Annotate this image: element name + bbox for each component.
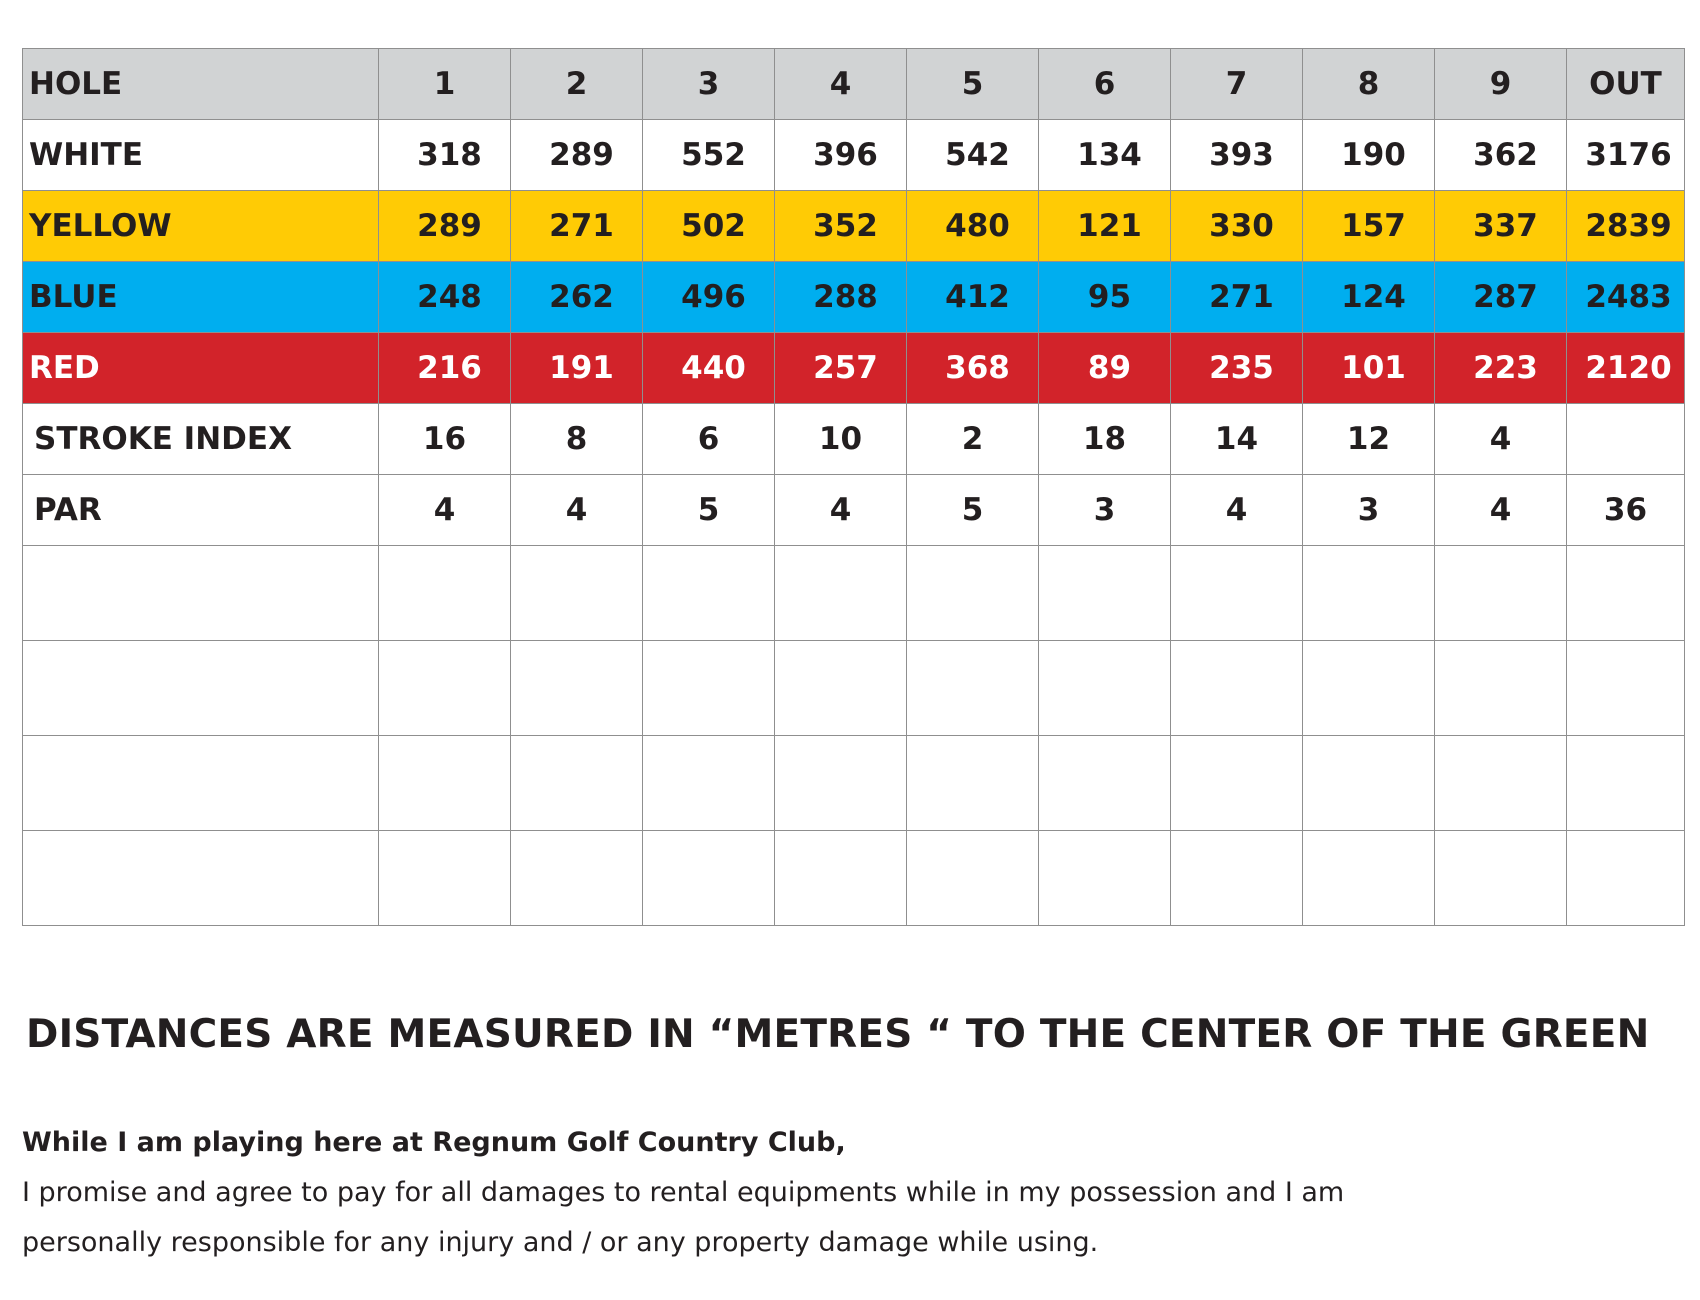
hole-7: 7 xyxy=(1171,49,1303,120)
pledge-lead: While I am playing here at Regnum Golf Country Club, xyxy=(22,1127,846,1158)
distance-cell: 216 xyxy=(379,333,511,404)
score-cell[interactable] xyxy=(775,546,907,641)
score-entry-row xyxy=(23,546,1685,641)
distance-cell: 396 xyxy=(775,120,907,191)
hole-6: 6 xyxy=(1039,49,1171,120)
score-cell[interactable] xyxy=(511,831,643,926)
distance-note: DISTANCES ARE MEASURED IN “METRES “ TO THE CENTER OF THE GREEN xyxy=(26,1012,1650,1057)
score-cell[interactable] xyxy=(1039,831,1171,926)
player-name-cell[interactable] xyxy=(23,546,379,641)
score-cell[interactable] xyxy=(1171,736,1303,831)
distance-cell: 502 xyxy=(643,191,775,262)
distance-cell: 223 xyxy=(1435,333,1567,404)
distance-cell: 352 xyxy=(775,191,907,262)
distance-cell: 542 xyxy=(907,120,1039,191)
stroke-index-label: STROKE INDEX xyxy=(23,404,379,475)
hole-2: 2 xyxy=(511,49,643,120)
distance-cell: 235 xyxy=(1171,333,1303,404)
par-cell: 4 xyxy=(511,475,643,546)
distance-cell: 124 xyxy=(1303,262,1435,333)
distance-cell: 191 xyxy=(511,333,643,404)
par-cell: 5 xyxy=(907,475,1039,546)
score-cell[interactable] xyxy=(643,641,775,736)
score-total-cell[interactable] xyxy=(1567,546,1685,641)
score-cell[interactable] xyxy=(643,736,775,831)
score-cell[interactable] xyxy=(643,831,775,926)
score-cell[interactable] xyxy=(907,546,1039,641)
pledge-line: I promise and agree to pay for all damages to rental equipments while in my possession and I am xyxy=(22,1177,1345,1208)
distance-cell: 89 xyxy=(1039,333,1171,404)
tee-label: WHITE xyxy=(23,120,379,191)
par-cell: 3 xyxy=(1039,475,1171,546)
tee-label: YELLOW xyxy=(23,191,379,262)
tee-row-blue xyxy=(23,262,1685,333)
distance-cell: 289 xyxy=(379,191,511,262)
score-cell[interactable] xyxy=(511,546,643,641)
score-cell[interactable] xyxy=(1435,831,1567,926)
out-total: 3176 xyxy=(1567,120,1685,191)
hole-row xyxy=(23,49,1685,120)
distance-cell: 257 xyxy=(775,333,907,404)
par-label: PAR xyxy=(23,475,379,546)
score-entry-row xyxy=(23,736,1685,831)
distance-cell: 271 xyxy=(511,191,643,262)
score-cell[interactable] xyxy=(775,641,907,736)
hole-label: HOLE xyxy=(23,49,379,120)
par-cell: 4 xyxy=(775,475,907,546)
distance-cell: 496 xyxy=(643,262,775,333)
score-total-cell[interactable] xyxy=(1567,641,1685,736)
distance-cell: 330 xyxy=(1171,191,1303,262)
player-name-cell[interactable] xyxy=(23,831,379,926)
tee-row-red xyxy=(23,333,1685,404)
par-total: 36 xyxy=(1567,475,1685,546)
par-cell: 3 xyxy=(1303,475,1435,546)
hole-9: 9 xyxy=(1435,49,1567,120)
score-cell[interactable] xyxy=(775,736,907,831)
hole-8: 8 xyxy=(1303,49,1435,120)
distance-cell: 440 xyxy=(643,333,775,404)
stroke-index-cell xyxy=(1567,404,1685,475)
distance-cell: 412 xyxy=(907,262,1039,333)
distance-cell: 368 xyxy=(907,333,1039,404)
liability-pledge xyxy=(22,1118,1662,1268)
hole-4: 4 xyxy=(775,49,907,120)
distance-cell: 95 xyxy=(1039,262,1171,333)
score-total-cell[interactable] xyxy=(1567,831,1685,926)
distance-cell: 121 xyxy=(1039,191,1171,262)
distance-cell: 101 xyxy=(1303,333,1435,404)
score-cell[interactable] xyxy=(643,546,775,641)
distance-cell: 362 xyxy=(1435,120,1567,191)
score-cell[interactable] xyxy=(1171,831,1303,926)
distance-cell: 288 xyxy=(775,262,907,333)
hole-5: 5 xyxy=(907,49,1039,120)
score-cell[interactable] xyxy=(1435,641,1567,736)
distance-cell: 318 xyxy=(379,120,511,191)
score-cell[interactable] xyxy=(511,641,643,736)
distance-cell: 157 xyxy=(1303,191,1435,262)
stroke-index-cell: 6 xyxy=(643,404,775,475)
out-total: 2839 xyxy=(1567,191,1685,262)
pledge-line: personally responsible for any injury and / or any property damage while using. xyxy=(22,1227,1099,1258)
scorecard-table xyxy=(22,48,1685,926)
score-cell[interactable] xyxy=(379,736,511,831)
hole-3: 3 xyxy=(643,49,775,120)
stroke-index-cell: 10 xyxy=(775,404,907,475)
score-entry-row xyxy=(23,641,1685,736)
distance-cell: 552 xyxy=(643,120,775,191)
score-cell[interactable] xyxy=(907,641,1039,736)
distance-cell: 480 xyxy=(907,191,1039,262)
score-cell[interactable] xyxy=(1303,641,1435,736)
distance-cell: 289 xyxy=(511,120,643,191)
stroke-index-cell: 14 xyxy=(1171,404,1303,475)
distance-cell: 287 xyxy=(1435,262,1567,333)
out-total: 2120 xyxy=(1567,333,1685,404)
score-cell[interactable] xyxy=(379,546,511,641)
score-cell[interactable] xyxy=(511,736,643,831)
distance-cell: 134 xyxy=(1039,120,1171,191)
distance-cell: 393 xyxy=(1171,120,1303,191)
stroke-index-row xyxy=(23,404,1685,475)
stroke-index-cell: 18 xyxy=(1039,404,1171,475)
par-cell: 5 xyxy=(643,475,775,546)
score-cell[interactable] xyxy=(1303,546,1435,641)
score-cell[interactable] xyxy=(1303,831,1435,926)
hole-out: OUT xyxy=(1567,49,1685,120)
score-cell[interactable] xyxy=(1303,736,1435,831)
score-cell[interactable] xyxy=(379,641,511,736)
tee-label: BLUE xyxy=(23,262,379,333)
score-cell[interactable] xyxy=(775,831,907,926)
distance-cell: 271 xyxy=(1171,262,1303,333)
score-cell[interactable] xyxy=(907,736,1039,831)
player-name-cell[interactable] xyxy=(23,641,379,736)
score-total-cell[interactable] xyxy=(1567,736,1685,831)
stroke-index-cell: 16 xyxy=(379,404,511,475)
score-cell[interactable] xyxy=(907,831,1039,926)
score-cell[interactable] xyxy=(1039,641,1171,736)
distance-cell: 337 xyxy=(1435,191,1567,262)
distance-cell: 190 xyxy=(1303,120,1435,191)
stroke-index-cell: 12 xyxy=(1303,404,1435,475)
stroke-index-cell: 2 xyxy=(907,404,1039,475)
score-cell[interactable] xyxy=(1435,736,1567,831)
par-cell: 4 xyxy=(379,475,511,546)
stroke-index-cell: 8 xyxy=(511,404,643,475)
distance-cell: 262 xyxy=(511,262,643,333)
player-name-cell[interactable] xyxy=(23,736,379,831)
tee-row-white xyxy=(23,120,1685,191)
score-cell[interactable] xyxy=(1171,641,1303,736)
par-cell: 4 xyxy=(1435,475,1567,546)
par-cell: 4 xyxy=(1171,475,1303,546)
score-entry-row xyxy=(23,831,1685,926)
distance-cell: 248 xyxy=(379,262,511,333)
tee-row-yellow xyxy=(23,191,1685,262)
hole-1: 1 xyxy=(379,49,511,120)
score-cell[interactable] xyxy=(1171,546,1303,641)
score-cell[interactable] xyxy=(1039,736,1171,831)
out-total: 2483 xyxy=(1567,262,1685,333)
stroke-index-cell: 4 xyxy=(1435,404,1567,475)
tee-label: RED xyxy=(23,333,379,404)
score-cell[interactable] xyxy=(1039,546,1171,641)
score-cell[interactable] xyxy=(1435,546,1567,641)
par-row xyxy=(23,475,1685,546)
score-cell[interactable] xyxy=(379,831,511,926)
